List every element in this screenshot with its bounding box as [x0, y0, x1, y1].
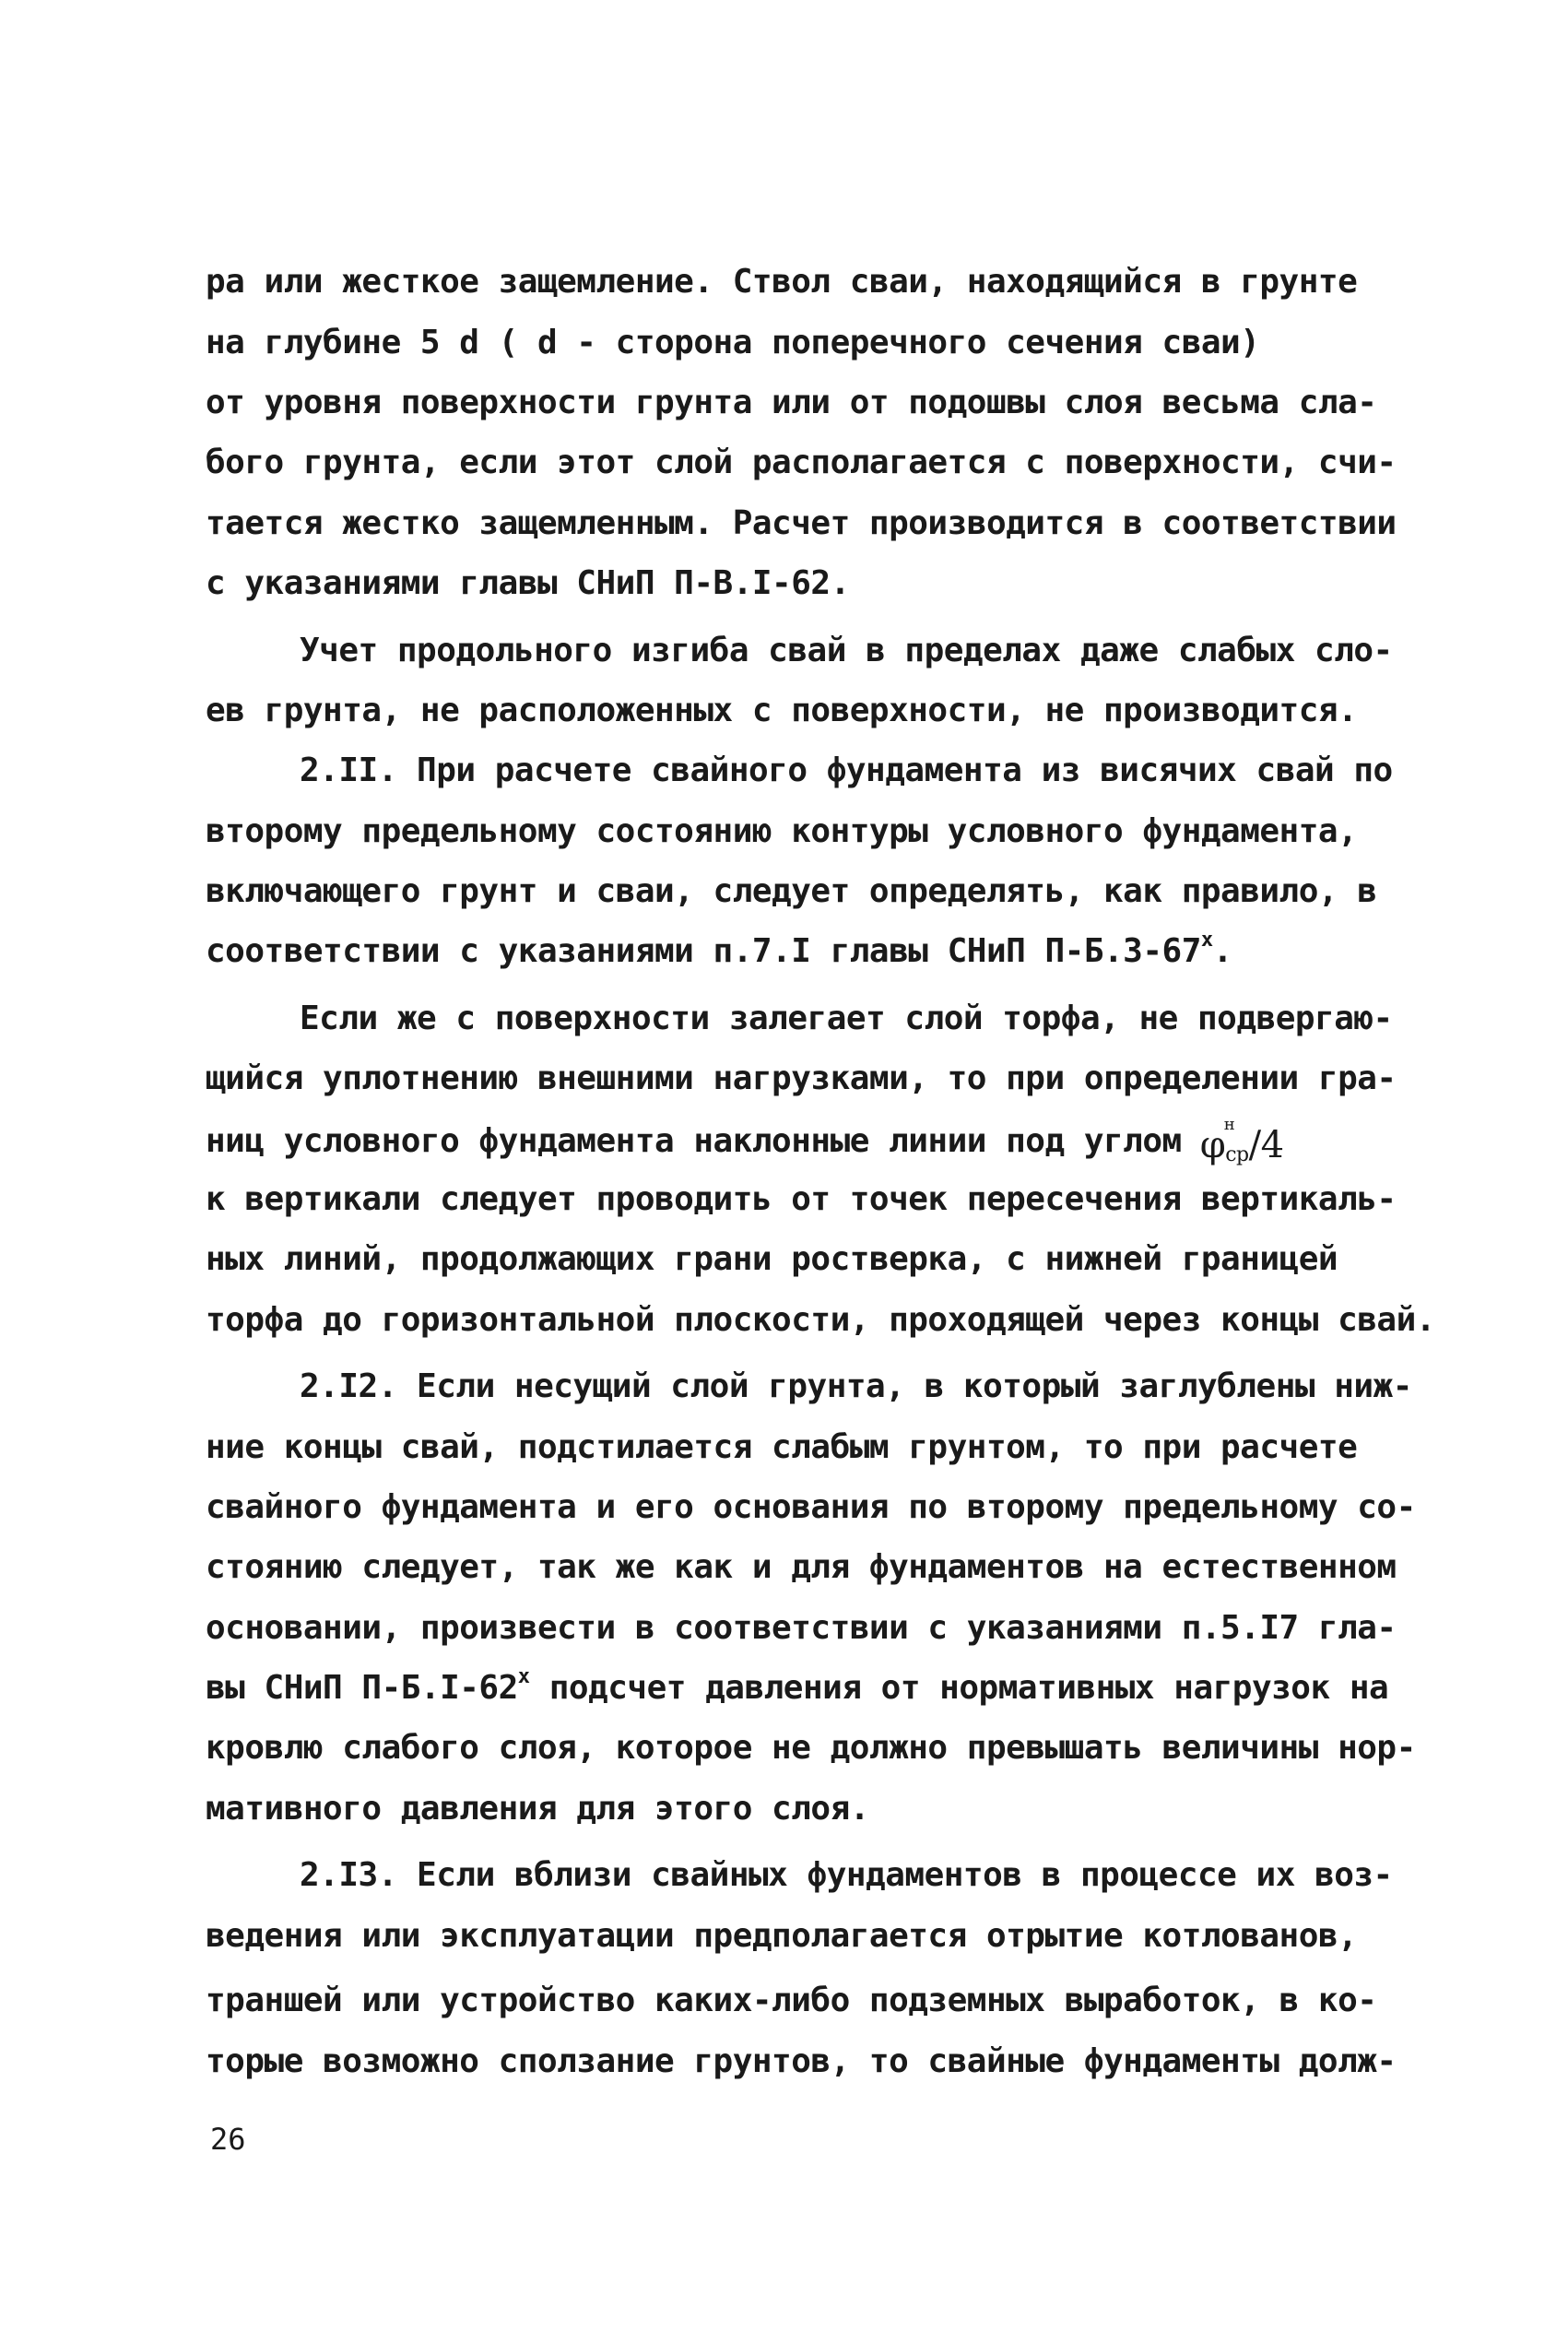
text-line: ев грунта, не расположенных с поверхности, не производится.: [206, 692, 1358, 729]
text-line: Учет продольного изгиба свай в пределах даже слабых сло-: [300, 632, 1393, 669]
text-line: щийся уплотнению внешними нагрузками, то при определении гра-: [206, 1059, 1397, 1097]
text-line: ра или жесткое защемление. Ствол сваи, находящийся в грунте: [206, 263, 1358, 301]
text-line: свайного фундамента и его основания по второму предельному со-: [206, 1488, 1416, 1526]
text-line: соответствии с указаниями п.7.I главы СНиП П-Б.3-67$^x$.: [206, 929, 1232, 970]
phi-symbol: φ: [1199, 1124, 1226, 1166]
text-fragment: соответствии с указаниями п.7.I главы СНиП П-Б.3-67: [206, 932, 1201, 970]
text-line: 2.II. При расчете свайного фундамента из висячих свай по: [300, 751, 1393, 789]
text-fragment: вы СНиП П-Б.I-62: [206, 1669, 518, 1707]
text-line: включающего грунт и сваи, следует определять, как правило, в: [206, 872, 1377, 910]
text-line: на глубине 5 d ( d - сторона поперечного сечения сваи): [206, 324, 1260, 361]
phi-formula: [1199, 1115, 1284, 1179]
text-line: 2.I3. Если вблизи свайных фундаментов в процессе их воз-: [300, 1856, 1393, 1894]
text-fragment: ниц условного фундамента наклонные линии под углом: [206, 1122, 1182, 1160]
text-line: торфа до горизонтальной плоскости, проходящей через концы свай.: [206, 1301, 1435, 1339]
text-line: Если же с поверхности залегает слой торфа, не подвергаю-: [300, 1000, 1393, 1037]
text-line: торые возможно сползание грунтов, то свайные фундаменты долж-: [206, 2042, 1397, 2080]
text-line: ных линий, продолжающих грани ростверка, с нижней границей: [206, 1240, 1338, 1278]
text-line: ведения или эксплуатации предполагается отрытие котлованов,: [206, 1917, 1358, 1955]
text-line: [206, 1661, 1388, 1716]
text-line: траншей или устройство каких-либо подземных выработок, в ко-: [206, 1982, 1377, 2019]
text-line: основании, произвести в соответствии с указаниями п.5.I7 гла-: [206, 1609, 1397, 1647]
phi-divisor: /4: [1248, 1124, 1284, 1166]
text-line: ние концы свай, подстилается слабым грунтом, то при расчете: [206, 1428, 1358, 1466]
text-line: мативного давления для этого слоя.: [206, 1790, 869, 1828]
text-line: от уровня поверхности грунта или от подошвы слоя весьма сла-: [206, 384, 1377, 421]
text-line: [206, 1112, 1284, 1167]
text-line: второму предельному состоянию контуры условного фундамента,: [206, 812, 1358, 850]
text-line: к вертикали следует проводить от точек пересечения вертикаль-: [206, 1180, 1397, 1218]
text-line: с указаниями главы СНиП П-В.I-62.: [206, 564, 850, 602]
page-number: 26: [210, 2122, 246, 2157]
text-line: бого грунта, если этот слой располагается с поверхности, счи-: [206, 444, 1397, 481]
text-line: кровлю слабого слоя, которое не должно превышать величины нор-: [206, 1729, 1416, 1767]
phi-subscript: ср: [1225, 1143, 1249, 1166]
text-fragment: подсчет давления от нормативных нагрузок на: [529, 1669, 1389, 1707]
text-line: стоянию следует, так же как и для фундаментов на естественном: [206, 1548, 1397, 1586]
text-line: 2.I2. Если несущий слой грунта, в который заглублены ниж-: [300, 1367, 1412, 1405]
phi-superscript: н: [1223, 1115, 1235, 1134]
superscript-x: x: [517, 1665, 530, 1688]
text-line: тается жестко защемленным. Расчет производится в соответствии: [206, 504, 1397, 542]
superscript-x: x: [1200, 929, 1213, 952]
